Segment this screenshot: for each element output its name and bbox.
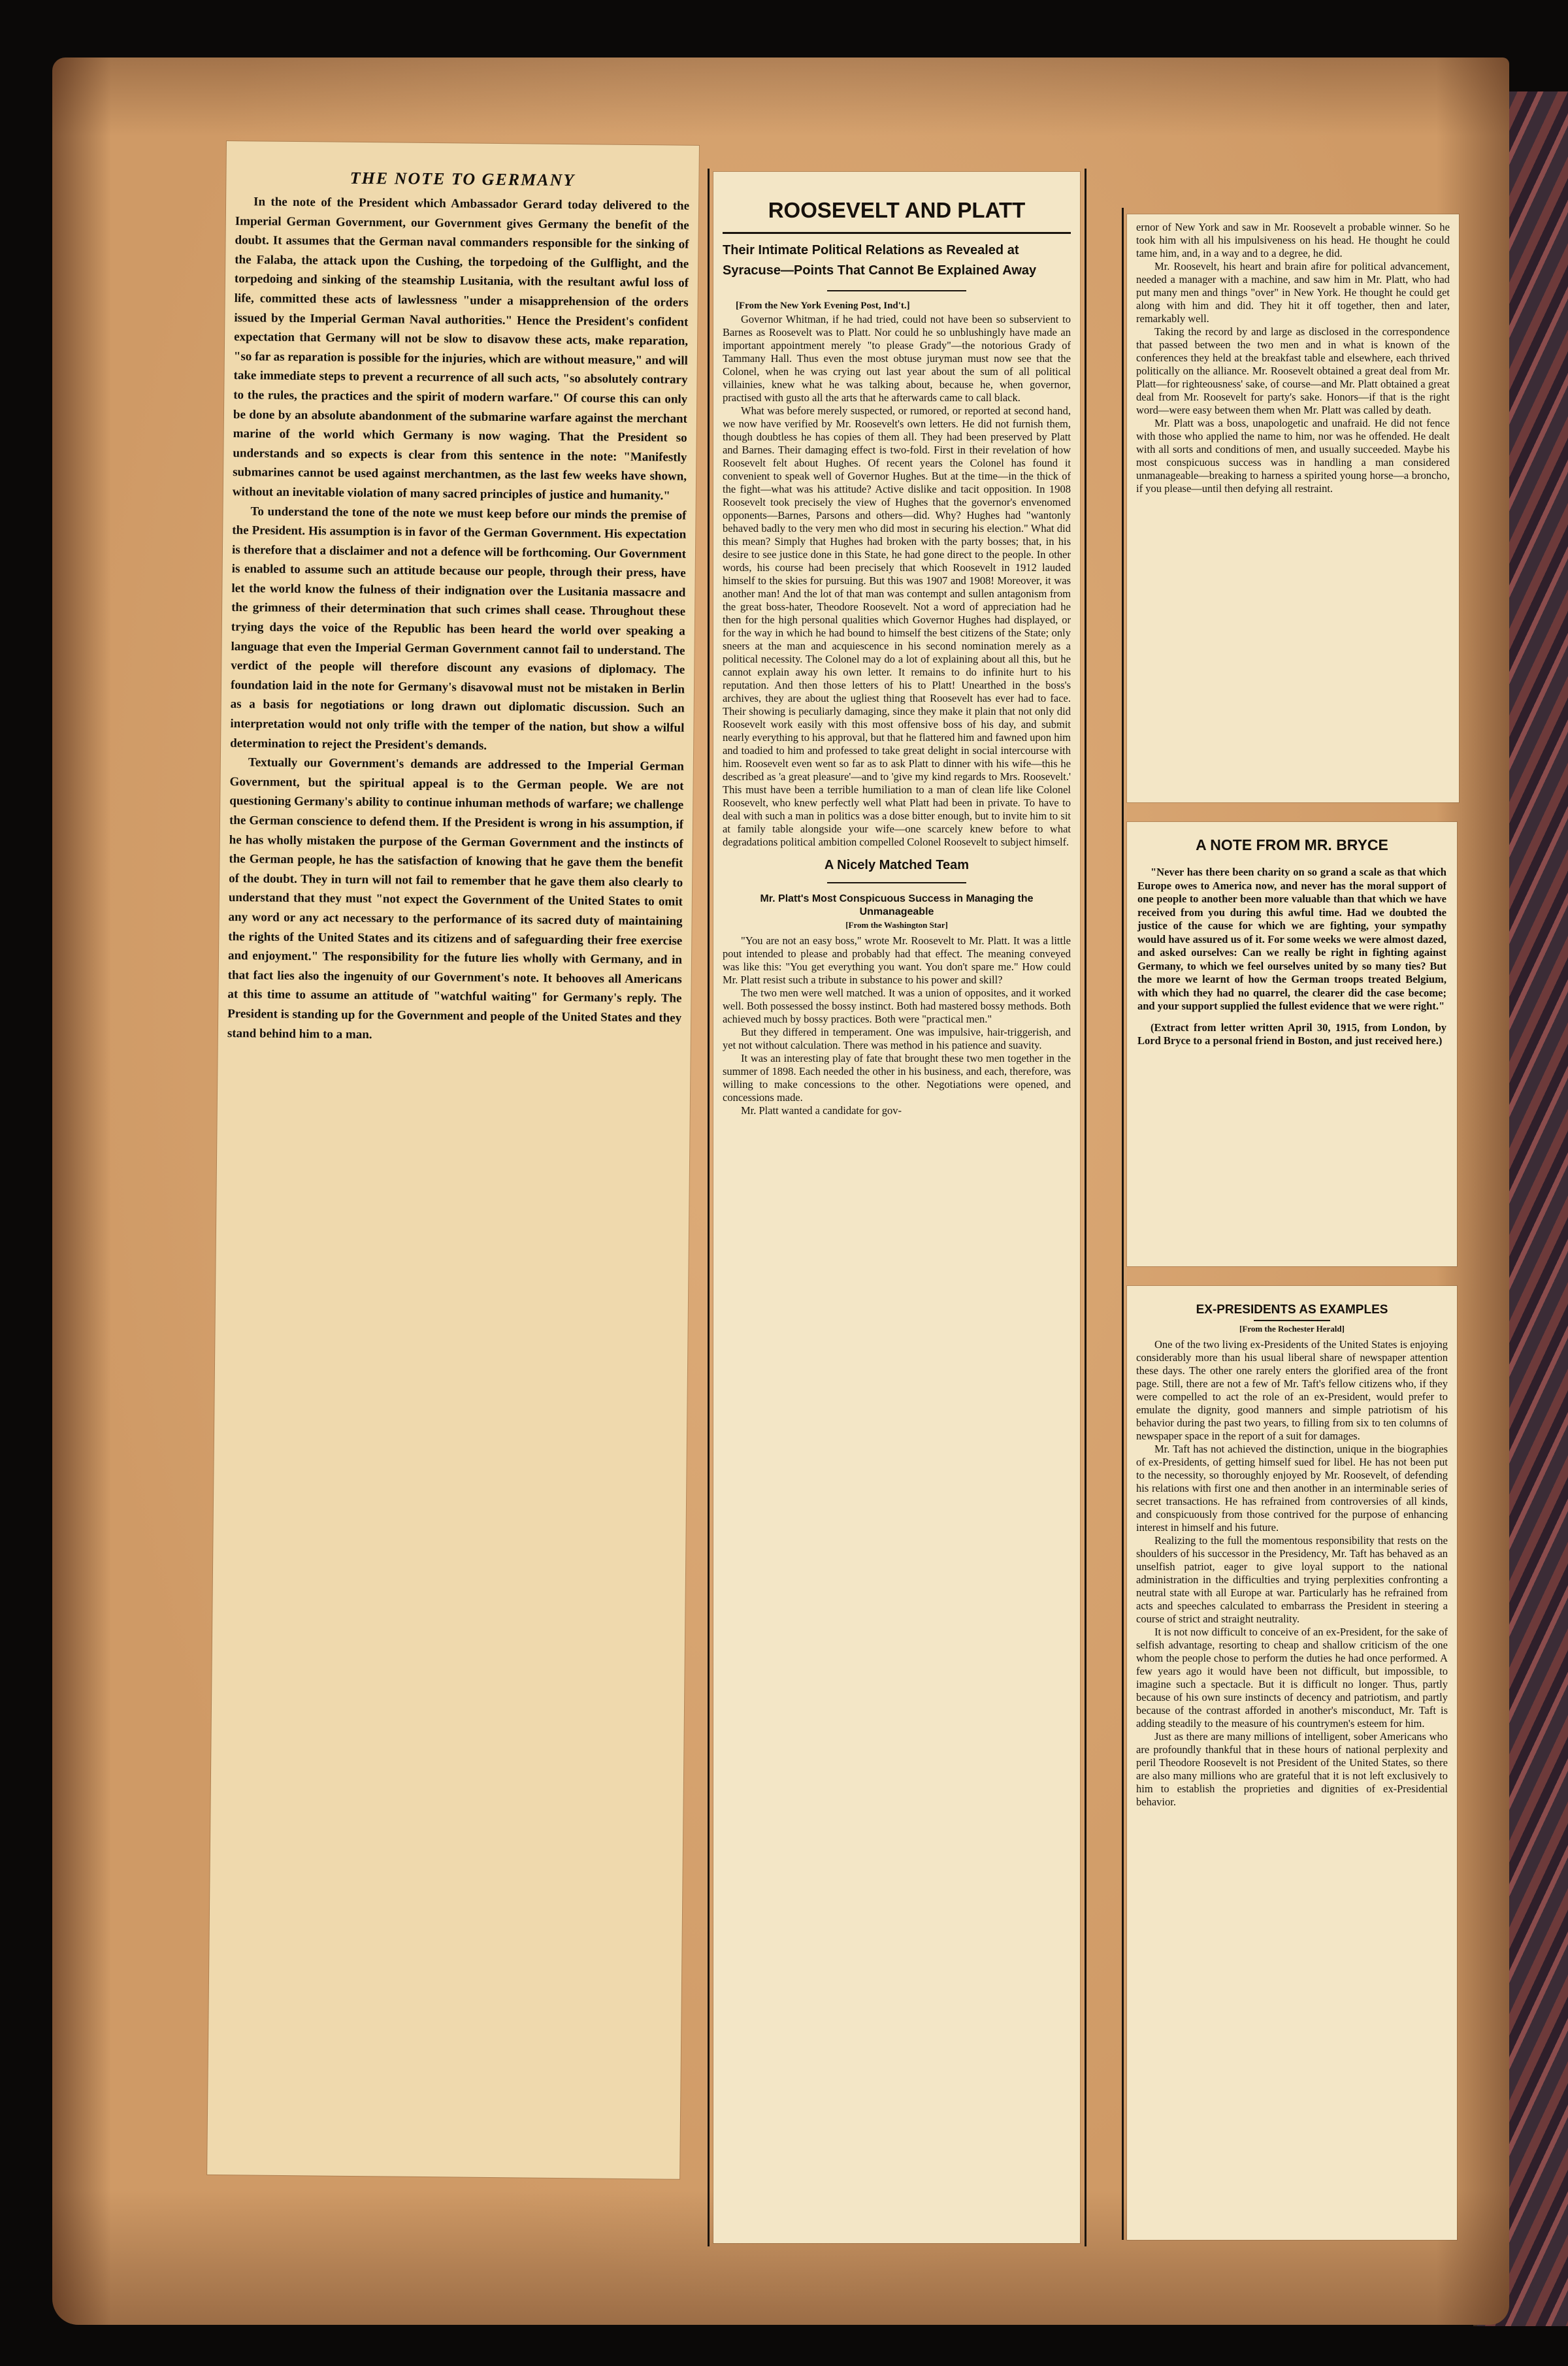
column-rule: [1085, 169, 1086, 2246]
article-quote: "Never has there been charity on so grand a scale as that which Europe owes to America now, and never has the moral support of one people to another been more valuable than that which we have received from you during this awful time. Had we doubted the justice of the cause for which we are fighting, your sympathy would have assured us of it. For some weeks we were almost dazed, and asked ourselves: Can we really be right in fighting against Germany, to which we feel ourselves united by so many ties? But the more we learnt of how the German troops treated Belgium, with which they had no quarrel, the clearer did the case become; and your support supplied the fullest evidence that we were right.": [1137, 866, 1446, 1012]
article-paragraph: "You are not an easy boss," wrote Mr. Roosevelt to Mr. Platt. It was a little pout intended to please and probably had that effect. The meaning conveyed was like this: "You get everything you want. You don't spare me." How could Mr. Platt resist such a tribute in substance to his power and skill?: [723, 934, 1071, 986]
article-paragraph: To understand the tone of the note we must keep before our minds the premise of the President. His assumption is in favor of the German Government. His expectation is therefore that a disclaimer and not a defence will be forthcoming. Our Government is enabled to assume such an attitude because our people, through their press, have let the world know the fulness of their indignation over the Lusitania massacre and the grimness of their determination that such crimes shall cease. Throughout these trying days the voice of the Republic has been heard the world over speaking a language that even the Imperial German Government cannot fail to understand. The verdict of the people will therefore discount any evasions of diplomacy. The foundation laid in the note for Germany's disavowal must not be mistaken in Berlin as a basis for negotiations or long drawn out diplomatic discussion. Such an interpretation would not only trifle with the temper of the nation, but show a wilful determination to reject the President's demands.: [230, 504, 687, 753]
article-title: A NOTE FROM MR. BRYCE: [1196, 836, 1388, 853]
article-paragraph: It is not now difficult to conceive of an ex-President, for the sake of selfish advantage, resorting to cheap and shallow criticism of the one whom the people chose to perform the duties he had once performed. A few years ago it would have been not difficult, but impossible, to imagine such a spectacle. But it is difficult no longer. Thus, partly because of his own sure instincts of decency and patriotism, and partly because of the contrast afforded in another's misconduct, Mr. Taft is adding steadily to the measure of his countrymen's esteem for him.: [1136, 1626, 1448, 1730]
article-source: [From the Rochester Herald]: [1239, 1324, 1345, 1334]
column-rule: [708, 169, 710, 2246]
divider: [723, 232, 1071, 234]
section-kicker: Mr. Platt's Most Conspicuous Success in Managing the Unmanageable: [760, 893, 1034, 917]
clipping-note-to-germany: [207, 141, 699, 2179]
clipping-note-from-mr-bryce: [1127, 822, 1457, 1266]
article-paragraph: Mr. Platt was a boss, unapologetic and unafraid. He did not fence with those who applied the name to him, nor was he offended. He dealt with all sorts and conditions of men, and usually succeeded. Maybe his most conspicuous success was in handling a man considered unmanageable—breaking to harness a spirited young horse—a broncho, if you please—until then defying all restraint.: [1136, 417, 1450, 495]
article-paragraph: Governor Whitman, if he had tried, could not have been so subservient to Barnes as Roosevelt was to Platt. Nor could he so unblushingly have made an important appointment merely "to please Grady"—the notorious Grady of Tammany Hall. Thus even the most obtuse juryman must now see that the Colonel, when he was crying out last year about the sum of all political villainies, knew what he was talking about, because he, when governor, practised with gusto all the arts that he afterwards came to call black.: [723, 313, 1071, 404]
article-subtitle: Their Intimate Political Relations as Revealed at Syracuse—Points That Cannot Be Explained Away: [723, 243, 1037, 278]
article-paragraph: Taking the record by and large as disclosed in the correspondence that passed between the two men and in what is known of the conferences they held at the breakfast table and elsewhere, each thrived politically on the alliance. Mr. Roosevelt obtained a great deal from Mr. Platt—for righteousness' sake, of course—and Mr. Platt obtained a great deal from Mr. Roosevelt for party's sake. Honors—if that is the right word—were easy between them when Mr. Platt was called by death.: [1136, 325, 1450, 416]
clipping-ex-presidents: [1127, 1286, 1457, 2240]
article-title: EX-PRESIDENTS AS EXAMPLES: [1196, 1303, 1388, 1317]
divider: [827, 290, 966, 291]
article-title: THE NOTE TO GERMANY: [350, 168, 576, 190]
clipping-roosevelt-and-platt: [713, 172, 1080, 2243]
scrapbook-page: [52, 58, 1509, 2325]
article-paragraph: The two men were well matched. It was a union of opposites, and it worked well. Both possessed the bossy instinct. Both had mastered bossy methods. Both achieved much by bossy practices. Both were "practical men.": [723, 987, 1071, 1025]
section-source: [From the Washington Star]: [845, 920, 948, 930]
article-paragraph: But they differed in temperament. One was impulsive, hair-triggerish, and yet not without calculation. There was method in his patience and suavity.: [723, 1026, 1071, 1051]
column-rule: [1122, 208, 1124, 2240]
article-paragraph: What was before merely suspected, or rumored, or reported at second hand, we now have verified by Mr. Roosevelt's own letters. He did not furnish them, though doubtless he has copies of them all. They had been preserved by Platt and Barnes. Their damaging effect is two-fold. First in their revelation of how Roosevelt felt about Hughes. Of recent years the Colonel has found it convenient to speak well of Governor Hughes. But at the time—in the thick of the fight—what was his attitude? Active dislike and tacit opposition. In 1908 Roosevelt took precisely the view of Hughes that the governor's envenomed opponents—Barnes, Parsons and others—did. Why? Hughes had "wantonly behaved badly to the very men who did most in securing his election." What did this mean? Simply that Hughes had broken with the party bosses; that, in his desire to see justice done in this State, he had gone direct to the people. In other words, his course had been precisely that which Roosevelt in 1912 lauded himself to the skies for pursuing. But this was 1907 and 1908! Moreover, it was another man! And the lot of that man was contempt and sullen antagonism from the great boss-hater, Theodore Roosevelt. Not a word of appreciation had he then for the high personal qualities which Governor Hughes had displayed, or for the way in which he had bound to himself the best citizens of the State; only sneers at the man and acquiescence in his second nomination merely as a political necessity. The Colonel may do a lot of explaining about all this, but he cannot explain away his own letter. It remains to do infinite hurt to his reputation. And then those letters of his to Platt! Unearthed in the boss's archives, they are about the ugliest thing that Roosevelt has ever had to face. Their showing is peculiarly damaging, since they make it plain that not only did Roosevelt work easily with this most offensive boss of his day, and submit nearly everything to his approval, but that he flattered him and fawned upon him and toadied to him and professed to take great delight in social intercourse with him. Roosevelt even went so far as to ask Platt to dinner with his wife—this he described as 'a great pleasure'—and to 'give my kind regards to Mrs. Roosevelt.' This must have been a terrible humiliation to a man of clean life like Colonel Roosevelt, who knew perfectly well what Platt had been in private. To have to deal with such a man in politics was a dose bitter enough, but to invite him to sit at family table alongside your wife—one scarcely knew before to what degradations political ambition compelled Colonel Roosevelt to subject himself.: [723, 404, 1071, 848]
article-paragraph: Mr. Taft has not achieved the distinction, unique in the biographies of ex-Presidents, of getting himself sued for libel. He has not been put to the necessity, so thoroughly enjoyed by Mr. Roosevelt, of defending his relations with first one and then another in an interminable series of secret transactions. He has refrained from controversies of all kinds, and conspicuously from those contrived for the purpose of enhancing interest in himself and his future.: [1136, 1443, 1448, 1534]
article-paragraph: Just as there are many millions of intelligent, sober Americans who are profoundly thankful that in these hours of national perplexity and peril Theodore Roosevelt is not President of the United States, so there are also many millions who are grateful that it is not left exclusively to him to establish the proprieties and dignities of ex-Presidential behavior.: [1136, 1730, 1448, 1808]
article-paragraph: Mr. Roosevelt, his heart and brain afire for political advancement, needed a manager with a machine, and saw him in Mr. Platt, who had put many men and things "over" in New York. He thought he could get along with him and did. They hit it off together, then and later, remarkably well.: [1136, 260, 1450, 325]
article-paragraph: ernor of New York and saw in Mr. Roosevelt a probable winner. So he took him with all his impulsiveness on his head. He thought he could tame him, and, in a way and to a degree, he did.: [1136, 221, 1450, 259]
article-paragraph: One of the two living ex-Presidents of the United States is enjoying considerably more than his usual liberal share of newspaper attention these days. The other one rarely enters the glorified area of the front page. Still, there are not a few of Mr. Taft's fellow citizens who, if they were compelled to act the role of an ex-President, would prefer to emulate the dignity, good manners and simple patriotism of his behavior during the past two years, to filling from six to ten columns of newspaper space in the report of a suit for damages.: [1136, 1338, 1448, 1442]
divider: [1254, 1320, 1330, 1321]
article-paragraph: In the note of the President which Ambassador Gerard today delivered to the Imperial German Government, our Government gives Germany the benefit of the doubt. It assumes that the German naval commanders responsible for the sinking of the Falaba, the attack upon the Cushing, the torpedoing of the Gulflight, and the torpedoing and sinking of the steamship Lusitania, with the resultant awful loss of life, committed these acts of lawlessness "under a misapprehension of the orders issued by the Imperial German Naval authorities." Hence the President's confident expectation that Germany will not be slow to disavow these acts, make reparation, "so far as reparation is possible for the injuries, which are without measure," and will take immediate steps to prevent a recurrence of all such acts, "so absolutely contrary to the rules, the practices and the spirit of modern warfare." Of course this can only be done by an absolute abandonment of the submarine warfare against the merchant marine of the world which Germany is now waging. That the President so understands and so expects is clear from this sentence in the note: "Manifestly submarines cannot be used against merchantmen, as the last few weeks have shown, without an inevitable violation of many sacred principles of justice and humanity.": [232, 195, 690, 503]
section-title: A Nicely Matched Team: [824, 858, 970, 872]
article-paragraph: It was an interesting play of fate that brought these two men together in the summer of 1898. Each needed the other in his business, and each, therefore, was willing to make concessions to the other. Negotiations were opened, and concessions made.: [723, 1052, 1071, 1104]
article-paragraph: Realizing to the full the momentous responsibility that rests on the shoulders of his successor in the Presidency, Mr. Taft has behaved as an unselfish patriot, eager to give loyal support to the national administration in the difficulties and trying perplexities confronting a neutral state with all Europe at war. Particularly has he refrained from acts and speeches calculated to embarrass the President in steering a course of strict and straight neutrality.: [1136, 1534, 1448, 1625]
divider: [827, 882, 966, 883]
article-paragraph: Mr. Platt wanted a candidate for gov-: [741, 1104, 902, 1117]
article-note: (Extract from letter written April 30, 1915, from London, by Lord Bryce to a personal friend in Boston, and just received here.): [1137, 1021, 1446, 1047]
article-title: ROOSEVELT AND PLATT: [768, 198, 1026, 222]
article-paragraph: Textually our Government's demands are addressed to the Imperial German Government, but the spiritual appeal is to the German people. We are not questioning Germany's ability to continue inhuman methods of warfare; we challenge the German conscience to defend them. If the President is wrong in his assumption, if he has wholly mistaken the purpose of the German Government and the instincts of the German people, he has the satisfaction of knowing that he gave them the benefit of the doubt. They in turn will not fail to remember that he gave them also clearly to understand that they must "not expect the Government of the United States to omit any word or any act necessary to the performance of its sacred duty of maintaining the rights of the United States and its citizens and of safeguarding their free exercise and enjoyment." The responsibility for the future lies wholly with Germany, and in that fact lies also the ingenuity of our Government's note. It behooves all Americans at this time to assume an attitude of "watchful waiting" for Germany's reply. The President is standing up for the Government and people of the United States and they stand behind him to a man.: [227, 755, 684, 1042]
clipping-continuation: [1127, 214, 1459, 802]
article-source: [From the New York Evening Post, Ind't.]: [736, 301, 910, 311]
